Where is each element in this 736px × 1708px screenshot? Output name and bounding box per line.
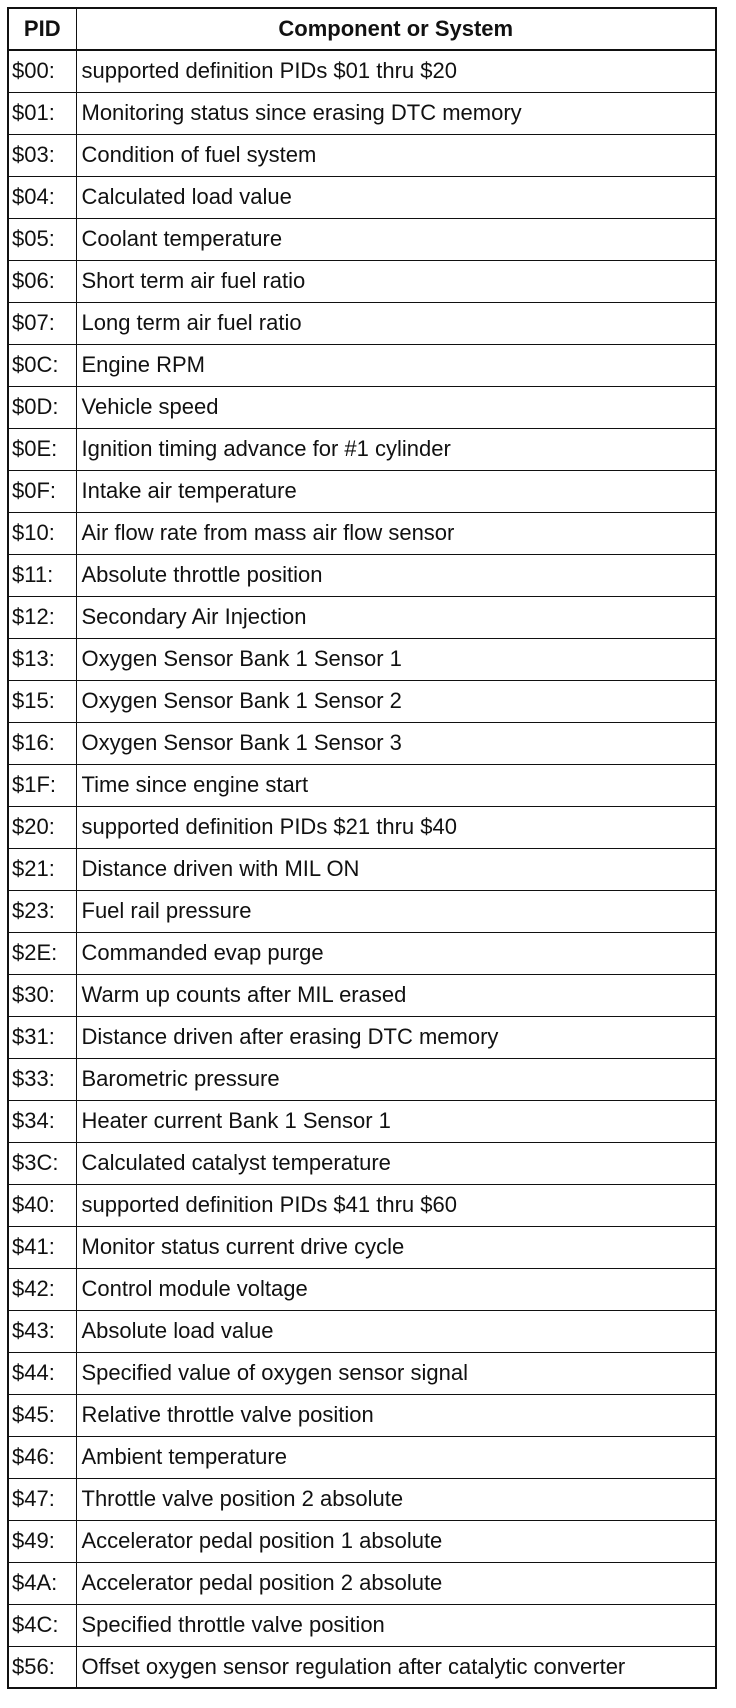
table-row <box>8 848 716 890</box>
component-cell: Secondary Air Injection <box>76 596 716 638</box>
pid-cell: $1F: <box>8 764 76 806</box>
component-cell: Throttle valve position 2 absolute <box>76 1478 716 1520</box>
pid-cell: $0C: <box>8 344 76 386</box>
component-cell: supported definition PIDs $01 thru $20 <box>76 50 716 92</box>
table-row <box>8 386 716 428</box>
table-row <box>8 1226 716 1268</box>
table-row <box>8 1310 716 1352</box>
component-cell: Long term air fuel ratio <box>76 302 716 344</box>
component-cell: Time since engine start <box>76 764 716 806</box>
component-cell: Engine RPM <box>76 344 716 386</box>
pid-cell: $06: <box>8 260 76 302</box>
component-cell: Warm up counts after MIL erased <box>76 974 716 1016</box>
table-row <box>8 1058 716 1100</box>
table-row <box>8 1478 716 1520</box>
pid-cell: $2E: <box>8 932 76 974</box>
component-cell: Absolute load value <box>76 1310 716 1352</box>
pid-cell: $12: <box>8 596 76 638</box>
component-cell: Distance driven with MIL ON <box>76 848 716 890</box>
table-row <box>8 932 716 974</box>
component-cell: Commanded evap purge <box>76 932 716 974</box>
pid-cell: $03: <box>8 134 76 176</box>
pid-cell: $45: <box>8 1394 76 1436</box>
pid-cell: $21: <box>8 848 76 890</box>
pid-cell: $0F: <box>8 470 76 512</box>
table-row <box>8 92 716 134</box>
pid-cell: $4A: <box>8 1562 76 1604</box>
component-cell: Ambient temperature <box>76 1436 716 1478</box>
component-cell: Vehicle speed <box>76 386 716 428</box>
component-column-header: Component or System <box>76 8 716 50</box>
pid-cell: $33: <box>8 1058 76 1100</box>
table-row <box>8 1100 716 1142</box>
pid-cell: $07: <box>8 302 76 344</box>
component-cell: Absolute throttle position <box>76 554 716 596</box>
component-cell: Offset oxygen sensor regulation after catalytic converter <box>76 1646 716 1688</box>
pid-cell: $00: <box>8 50 76 92</box>
component-cell: Calculated load value <box>76 176 716 218</box>
component-cell: Oxygen Sensor Bank 1 Sensor 1 <box>76 638 716 680</box>
table-body <box>8 50 716 1688</box>
component-cell: Air flow rate from mass air flow sensor <box>76 512 716 554</box>
table-row <box>8 134 716 176</box>
pid-cell: $0D: <box>8 386 76 428</box>
table-row <box>8 344 716 386</box>
pid-cell: $01: <box>8 92 76 134</box>
table-header <box>8 8 716 50</box>
pid-cell: $15: <box>8 680 76 722</box>
table-row <box>8 1436 716 1478</box>
table-row <box>8 176 716 218</box>
table-row <box>8 428 716 470</box>
component-cell: Coolant temperature <box>76 218 716 260</box>
pid-cell: $4C: <box>8 1604 76 1646</box>
component-cell: Monitoring status since erasing DTC memory <box>76 92 716 134</box>
component-cell: Condition of fuel system <box>76 134 716 176</box>
component-cell: supported definition PIDs $21 thru $40 <box>76 806 716 848</box>
pid-cell: $23: <box>8 890 76 932</box>
pid-cell: $13: <box>8 638 76 680</box>
table-row <box>8 302 716 344</box>
table-row <box>8 1604 716 1646</box>
table-row <box>8 260 716 302</box>
table-row <box>8 974 716 1016</box>
table-row <box>8 1646 716 1688</box>
component-cell: Distance driven after erasing DTC memory <box>76 1016 716 1058</box>
pid-cell: $42: <box>8 1268 76 1310</box>
pid-cell: $31: <box>8 1016 76 1058</box>
table-row <box>8 1562 716 1604</box>
table-row <box>8 1268 716 1310</box>
component-cell: Control module voltage <box>76 1268 716 1310</box>
table-row <box>8 764 716 806</box>
table-row <box>8 1394 716 1436</box>
pid-column-header: PID <box>8 8 76 50</box>
component-cell: Accelerator pedal position 1 absolute <box>76 1520 716 1562</box>
table-row <box>8 638 716 680</box>
component-cell: Calculated catalyst temperature <box>76 1142 716 1184</box>
pid-cell: $10: <box>8 512 76 554</box>
table-row <box>8 680 716 722</box>
table-row <box>8 1142 716 1184</box>
pid-cell: $46: <box>8 1436 76 1478</box>
table-row <box>8 50 716 92</box>
table-row <box>8 890 716 932</box>
table-row <box>8 596 716 638</box>
pid-cell: $34: <box>8 1100 76 1142</box>
table-row <box>8 1520 716 1562</box>
table-row <box>8 470 716 512</box>
component-cell: Monitor status current drive cycle <box>76 1226 716 1268</box>
header-row <box>8 8 716 50</box>
table-row <box>8 806 716 848</box>
table-row <box>8 512 716 554</box>
table-row <box>8 554 716 596</box>
pid-cell: $47: <box>8 1478 76 1520</box>
pid-cell: $56: <box>8 1646 76 1688</box>
pid-cell: $20: <box>8 806 76 848</box>
pid-table <box>7 7 717 1689</box>
component-cell: supported definition PIDs $41 thru $60 <box>76 1184 716 1226</box>
pid-cell: $43: <box>8 1310 76 1352</box>
component-cell: Oxygen Sensor Bank 1 Sensor 3 <box>76 722 716 764</box>
component-cell: Fuel rail pressure <box>76 890 716 932</box>
table-row <box>8 1352 716 1394</box>
pid-cell: $44: <box>8 1352 76 1394</box>
table-row <box>8 218 716 260</box>
pid-cell: $0E: <box>8 428 76 470</box>
component-cell: Barometric pressure <box>76 1058 716 1100</box>
table-row <box>8 722 716 764</box>
pid-cell: $41: <box>8 1226 76 1268</box>
component-cell: Short term air fuel ratio <box>76 260 716 302</box>
pid-cell: $05: <box>8 218 76 260</box>
pid-cell: $3C: <box>8 1142 76 1184</box>
component-cell: Heater current Bank 1 Sensor 1 <box>76 1100 716 1142</box>
component-cell: Relative throttle valve position <box>76 1394 716 1436</box>
component-cell: Accelerator pedal position 2 absolute <box>76 1562 716 1604</box>
table-row <box>8 1184 716 1226</box>
pid-cell: $30: <box>8 974 76 1016</box>
component-cell: Ignition timing advance for #1 cylinder <box>76 428 716 470</box>
component-cell: Oxygen Sensor Bank 1 Sensor 2 <box>76 680 716 722</box>
pid-cell: $49: <box>8 1520 76 1562</box>
component-cell: Specified throttle valve position <box>76 1604 716 1646</box>
component-cell: Specified value of oxygen sensor signal <box>76 1352 716 1394</box>
pid-cell: $11: <box>8 554 76 596</box>
pid-cell: $04: <box>8 176 76 218</box>
component-cell: Intake air temperature <box>76 470 716 512</box>
pid-cell: $16: <box>8 722 76 764</box>
table-row <box>8 1016 716 1058</box>
pid-cell: $40: <box>8 1184 76 1226</box>
